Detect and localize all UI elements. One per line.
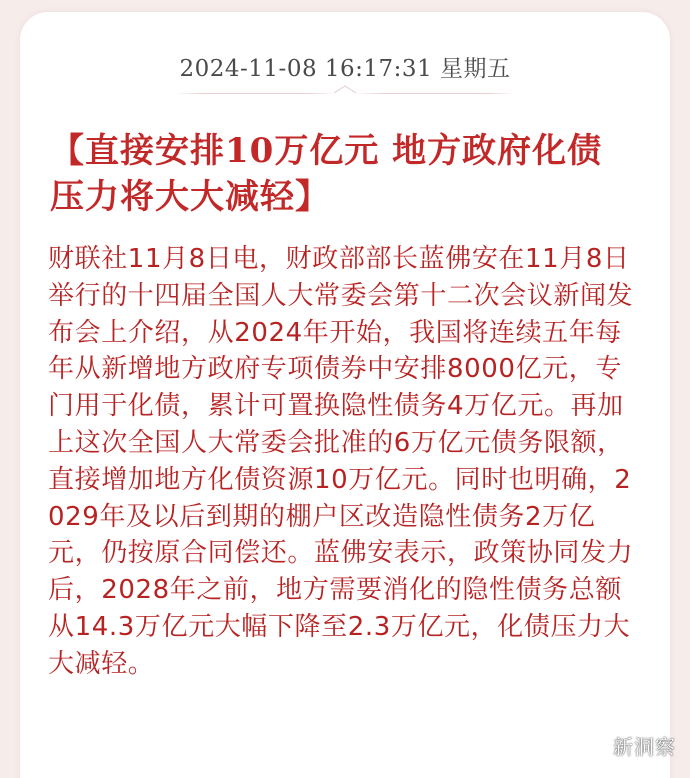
pointer-notch-icon — [334, 85, 356, 97]
post-timestamp: 2024-11-08 16:17:31 星期五 — [179, 56, 511, 82]
divider-left — [175, 93, 335, 94]
divider-right — [355, 93, 515, 94]
news-body: 财联社11月8日电，财政部部长蓝佛安在11月8日举行的十四届全国人大常委会第十二次会议新闻发布会上介绍，从2024年开始，我国将连续五年每年从新增地方政府专项债券中安排8000亿元，专门用于化债，累计可置换隐性债务4万亿元。再加上这次全国人大常委会批准的6万亿元债务限额，直接增加地方化债资源10万亿元。同时也明确，2029年及以后到期的棚户区改造隐性债务2万亿元，仍按原合同偿还。蓝佛安表示，政策协同发力后，2028年之前，地方需要消化的隐性债务总额从14.3万亿元大幅下降至2.3万亿元，化债压力大大减轻。 — [48, 244, 634, 679]
news-headline: 【直接安排10万亿元 地方政府化债压力将大大减轻】 — [50, 131, 603, 217]
source-watermark: 新洞察 — [613, 735, 676, 759]
